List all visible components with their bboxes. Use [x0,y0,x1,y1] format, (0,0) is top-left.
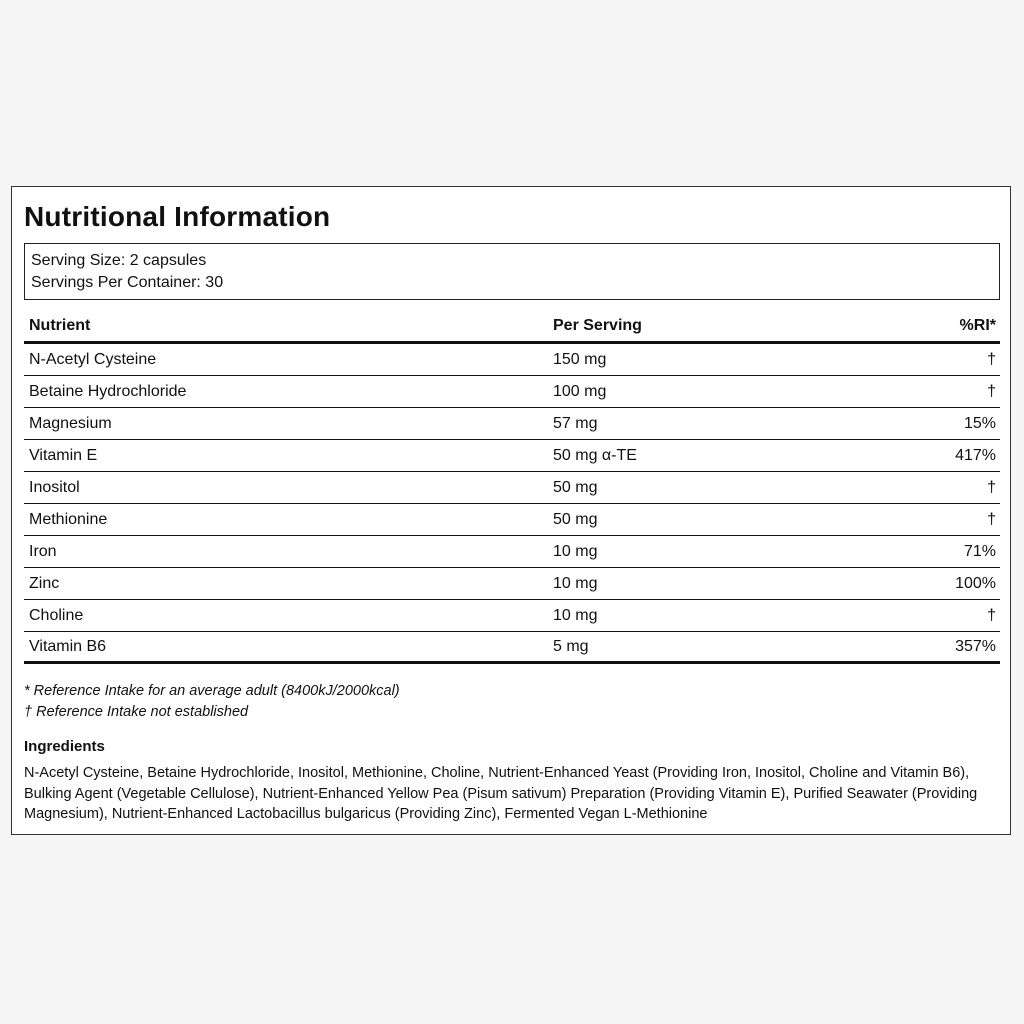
nutrition-panel [11,186,1011,835]
ingredients-text: N-Acetyl Cysteine, Betaine Hydrochloride, Inositol, Methionine, Choline, Nutrient-Enhanced Yeast (Providing Iron, Inositol, Choline and Vitamin B6), Bulking Agent (Vegetable Cellulose), Nutrient-Enhanced Yellow Pea (Pisum sativum) Preparation (Providing Vitamin E), Purified Seawater (Providing Magnesium), Nutrient-Enhanced Lactobacillus bulgaricus (Providing Zinc), Fermented Vegan L-Methionine [24,765,978,822]
nutrient-amount: 10 mg [553,542,598,560]
table-row [24,408,1000,440]
nutrient-name: Methionine [29,510,108,528]
table-row [24,376,1000,408]
nutrient-ri: 417% [955,446,996,464]
nutrient-amount: 50 mg α-TE [553,446,637,464]
table-row [24,344,1000,376]
nutrient-ri: † [987,510,996,528]
nutrient-ri: 71% [963,542,996,560]
nutrient-name: Magnesium [29,414,112,432]
nutrient-name: N-Acetyl Cysteine [29,350,157,368]
nutrient-ri: † [987,382,996,400]
nutrient-amount: 5 mg [553,637,589,655]
nutrient-name: Iron [29,542,57,560]
nutrient-amount: 50 mg [553,510,598,528]
nutrient-table [24,311,1000,664]
table-row [24,568,1000,600]
nutrient-amount: 57 mg [553,414,598,432]
column-header-ri: %RI* [959,317,996,334]
nutrient-ri: † [987,350,996,368]
nutrient-name: Betaine Hydrochloride [29,382,187,400]
nutrient-name: Vitamin B6 [29,637,107,655]
nutrient-amount: 100 mg [553,382,607,400]
nutrient-amount: 10 mg [553,606,598,624]
nutrient-amount: 150 mg [553,350,607,368]
nutrient-ri: † [987,606,996,624]
table-row [24,504,1000,536]
nutrient-ri: 357% [955,637,996,655]
page-title: Nutritional Information [24,201,331,232]
table-row [24,536,1000,568]
table-row [24,632,1000,664]
nutrient-amount: 10 mg [553,574,598,592]
table-row [24,472,1000,504]
nutrient-name: Inositol [29,478,80,496]
footnotes [24,681,400,723]
nutrient-amount: 50 mg [553,478,598,496]
serving-info-box [24,243,1000,300]
servings-per-container: Servings Per Container: 30 [31,274,224,291]
nutrient-name: Zinc [29,574,60,592]
nutrient-ri: † [987,478,996,496]
table-row [24,440,1000,472]
footnote-reference-intake: * Reference Intake for an average adult (8400kJ/2000kcal) [24,683,400,699]
nutrient-ri: 15% [963,414,996,432]
column-header-per-serving: Per Serving [553,317,642,334]
table-row [24,600,1000,632]
nutrient-name: Choline [29,606,84,624]
column-header-nutrient: Nutrient [29,317,91,334]
footnote-not-established: † Reference Intake not established [24,704,249,720]
table-header-row [24,311,1000,344]
serving-size: Serving Size: 2 capsules [31,252,207,269]
nutrient-ri: 100% [955,574,996,592]
nutrient-name: Vitamin E [29,446,98,464]
ingredients-heading: Ingredients [24,738,105,755]
